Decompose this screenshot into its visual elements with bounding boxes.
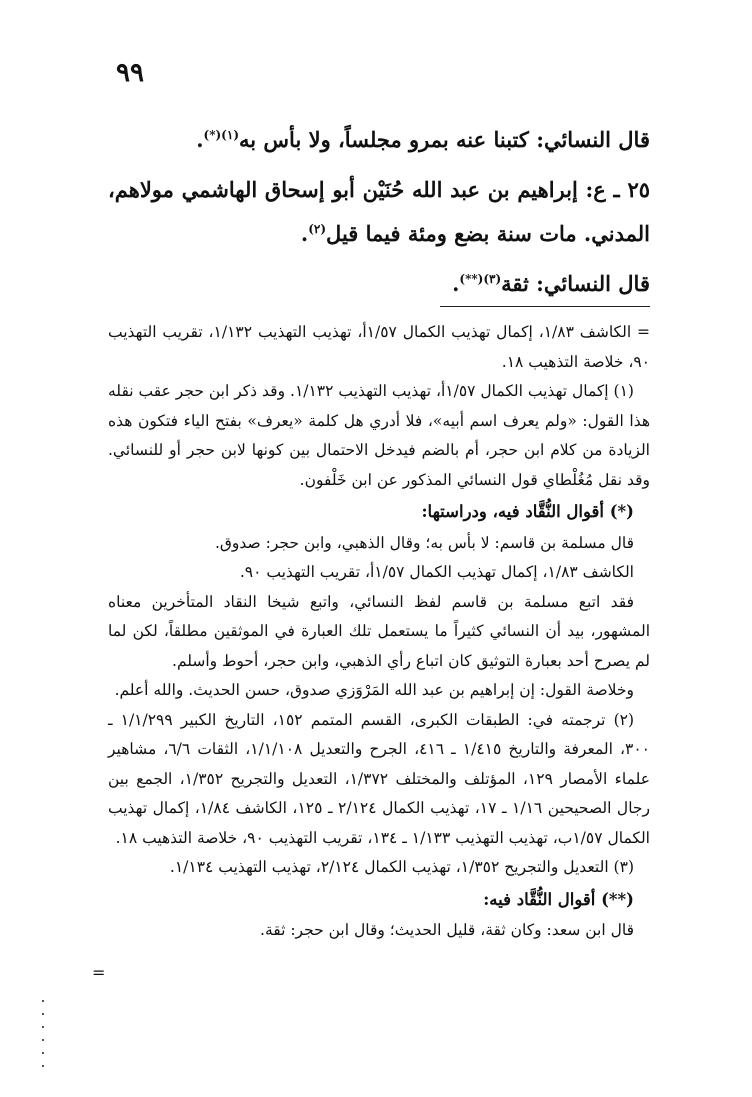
- nasai-statement-2: قال النسائي: ثقة$^{(٣)(**)}$.: [452, 271, 650, 296]
- footnote-marker: (١)(*): [203, 128, 239, 142]
- star-note-heading: (*) أقوال النُّقَّاد فيه، ودراستها:: [421, 502, 634, 521]
- footnote-divider: [440, 306, 650, 307]
- star-note-para-1: قال مسلمة بن قاسم: لا بأس به؛ وقال الذهبي، وابن حجر: صدوق.: [214, 533, 634, 552]
- footnote-1: (١) إكمال تهذيب الكمال ١/٥٧أ، تهذيب التهذيب ١/١٣٢. وقد ذكر ابن حجر عقب نقله هذا القول: «ولم يعرف اسم أبيه»، فلا أدري هل كلمة «يعرف» بفتح الياء فتكون هذه الزيادة من كلام ابن حجر، أم بالضم فيدخل الاحتمال بين كونها لابن حجر أو للنسائي. وقد نقل مُغُلْطاي قول النسائي المذكور عن ابن خَلْفون.: [108, 382, 650, 489]
- footnotes: [108, 318, 650, 946]
- star-note-para-2: الكاشف ١/٨٣، إكمال تهذيب الكمال ١/٥٧أ، تقريب التهذيب ٩٠.: [239, 563, 634, 581]
- star-note-para-4: وخلاصة القول: إن إبراهيم بن عبد الله المَرْوَزي صدوق، حسن الحديث. والله أعلم.: [114, 681, 634, 699]
- main-text: [108, 118, 650, 312]
- entry-25: ٢٥ ـ ع: إبراهيم بن عبد الله حُنَيْن أبو إسحاق الهاشمي مولاهم، المدني. مات سنة بضع ومئة فيما قيل$^{(٢)}$.: [108, 177, 650, 246]
- footnote-2: (٢) ترجمته في: الطبقات الكبرى، القسم المتمم ١٥٢، التاريخ الكبير ١/١/٢٩٩ ـ ٣٠٠، المعرفة والتاريخ ١/٤١٥ ـ ٤١٦، الجرح والتعديل ١/١/١٠٨، الثقات ٦/٦، مشاهير علماء الأمصار ١٢٩، المؤتلف والمختلف ١/٣٧٢، التعديل والتجريح ١/٣٥٢، الجمع بين رجال الصحيحين ١/١٦ ـ ١٧، تهذيب الكمال ٢/١٢٤ ـ ١٢٥، الكاشف ١/٨٤، إكمال تهذيب الكمال ١/٥٧ب، تهذيب التهذيب ١/١٣٣ ـ ١٣٤، تقريب التهذيب ٩٠، خلاصة التذهيب ١٨.: [108, 710, 651, 847]
- footnote-3: (٣) التعديل والتجريح ١/٣٥٢، تهذيب الكمال ٢/١٢٤، تهذيب التهذيب ١/١٣٤.: [169, 858, 634, 876]
- nasai-statement-1: قال النسائي: كتبنا عنه بمرو مجلساً، ولا بأس به$^{(١)(*)}$.: [196, 127, 650, 152]
- scan-margin-dots: [42, 1000, 46, 1080]
- footnote-continuation: = الكاشف ١/٨٣، إكمال تهذيب الكمال ١/٥٧أ، تهذيب التهذيب ١/١٣٢، تقريب التهذيب ٩٠، خلاصة التذهيب ١٨.: [108, 323, 650, 371]
- footnote-marker: (٣)(**): [459, 272, 502, 286]
- double-star-note-para-1: قال ابن سعد: وكان ثقة، قليل الحديث؛ وقال ابن حجر: ثقة.: [260, 921, 634, 939]
- continuation-mark: =: [92, 963, 106, 982]
- page-number: ٩٩: [116, 58, 144, 88]
- footnote-marker: (٢): [308, 222, 327, 236]
- star-note-para-3: فقد اتبع مسلمة بن قاسم لفظ النسائي، واتبع شيخا النقاد المتأخرين معناه المشهور، بيد أن النسائي كثيراً ما يستعمل تلك العبارة في الموثقين مطلقاً، لكن لما لم يصرح أحد بعبارة التوثيق كان اتباع رأي الذهبي، وابن حجر، أحوط وأسلم.: [108, 592, 650, 670]
- double-star-note-heading: (**) أقوال النُّقَّاد فيه:: [483, 889, 634, 909]
